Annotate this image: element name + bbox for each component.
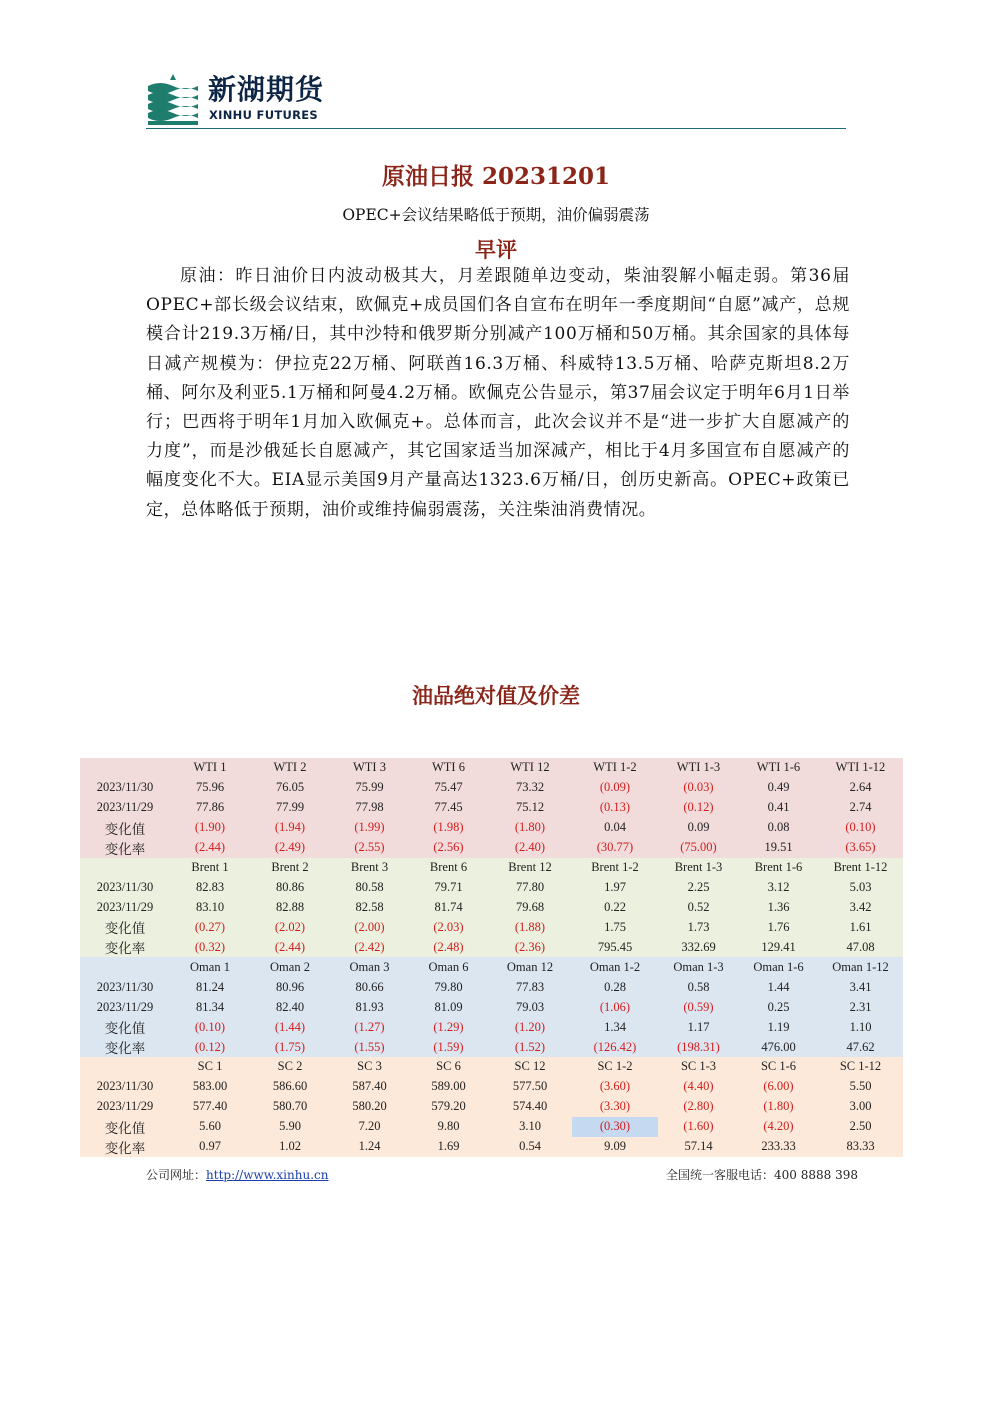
table-cell: 80.66 (330, 977, 409, 997)
row-label: 变化值 (80, 818, 170, 838)
table-cell: 1.61 (818, 917, 903, 937)
table-row (80, 798, 903, 818)
table-cell: (2.49) (250, 838, 330, 858)
table-cell: (1.98) (409, 818, 488, 838)
table-row (80, 1117, 903, 1137)
column-header: Brent 1-12 (818, 858, 903, 878)
row-label: 2023/11/29 (80, 997, 170, 1017)
table-cell: 0.97 (170, 1137, 250, 1157)
table-cell: 1.97 (572, 878, 658, 898)
table-row (80, 1077, 903, 1097)
column-header (80, 858, 170, 878)
table-cell: (1.94) (250, 818, 330, 838)
table-row (80, 818, 903, 838)
table-cell: 19.51 (739, 838, 818, 858)
table-cell: 579.20 (409, 1097, 488, 1117)
sc-header-row (80, 1057, 903, 1077)
table-cell: 75.12 (488, 798, 572, 818)
table-cell: 589.00 (409, 1077, 488, 1097)
table-heading: 油品绝对值及价差 (412, 683, 580, 708)
table-cell: 577.50 (488, 1077, 572, 1097)
table-row (80, 778, 903, 798)
table-row (80, 917, 903, 937)
table-cell: 83.33 (818, 1137, 903, 1157)
table-cell: (1.27) (330, 1017, 409, 1037)
table-cell: 1.10 (818, 1017, 903, 1037)
table-cell: (2.44) (250, 937, 330, 957)
table-cell: (3.60) (572, 1077, 658, 1097)
table-cell: (1.52) (488, 1037, 572, 1057)
table-cell: 1.73 (658, 917, 739, 937)
table-cell: (1.20) (488, 1017, 572, 1037)
table-cell: 2.31 (818, 997, 903, 1017)
table-cell: 79.80 (409, 977, 488, 997)
table-cell: (4.20) (739, 1117, 818, 1137)
column-header: Brent 1-2 (572, 858, 658, 878)
column-header: SC 1-12 (818, 1057, 903, 1077)
column-header: WTI 1-2 (572, 758, 658, 778)
table-cell: (2.48) (409, 937, 488, 957)
column-header: SC 1-3 (658, 1057, 739, 1077)
column-header: WTI 2 (250, 758, 330, 778)
table-row (80, 1037, 903, 1057)
logo-chinese-name: 新湖期货 (208, 73, 325, 106)
table-cell: 2.74 (818, 798, 903, 818)
table-cell: 1.75 (572, 917, 658, 937)
table-row (80, 878, 903, 898)
row-label: 变化率 (80, 838, 170, 858)
oman-header-row (80, 957, 903, 977)
table-cell: 3.41 (818, 977, 903, 997)
table-cell: 80.58 (330, 878, 409, 898)
table-cell: (1.88) (488, 917, 572, 937)
table-cell: 5.90 (250, 1117, 330, 1137)
column-header: Oman 1 (170, 957, 250, 977)
table-cell: 0.09 (658, 818, 739, 838)
table-cell: 5.60 (170, 1117, 250, 1137)
table-cell: 0.04 (572, 818, 658, 838)
table-cell: (2.02) (250, 917, 330, 937)
column-header: Oman 12 (488, 957, 572, 977)
table-cell: 7.20 (330, 1117, 409, 1137)
logo-english-name: XINHU FUTURES (209, 108, 319, 122)
table-cell: 77.45 (409, 798, 488, 818)
column-header (80, 957, 170, 977)
table-cell: 0.54 (488, 1137, 572, 1157)
xinhu-wave-logo-icon (146, 72, 200, 126)
table-cell: 77.83 (488, 977, 572, 997)
table-cell: 3.12 (739, 878, 818, 898)
table-cell: (0.12) (170, 1037, 250, 1057)
table-cell: (1.80) (739, 1097, 818, 1117)
table-cell: 79.68 (488, 897, 572, 917)
table-row (80, 1097, 903, 1117)
table-cell: 3.42 (818, 897, 903, 917)
comment-paragraph: 原油：昨日油价日内波动极其大，月差跟随单边变动，柴油裂解小幅走弱。第36届OPEC+部长级会议结束，欧佩克+成员国们各自宣布在明年一季度期间“自愿”减产，总规模合计219.3万桶/日，其中沙特和俄罗斯分别减产100万桶和50万桶。其余国家的具体每日减产规模为：伊拉克22万桶、阿联酋16.3万桶、科威特13.5万桶、哈萨克斯坦8.2万桶、阿尔及利亚5.1万桶和阿曼4.2万桶。欧佩克公告显示，第37届会议定于明年6月1日举行；巴西将于明年1月加入欧佩克+。总体而言，此次会议并不是“进一步扩大自愿减产的力度”，而是沙俄延长自愿减产，其它国家适当加深减产，相比于4月多国宣布自愿减产的幅度变化不大。EIA显示美国9月产量高达1323.6万桶/日，创历史新高。OPEC+政策已定，总体略低于预期，油价或维持偏弱震荡，关注柴油消费情况。 (146, 266, 850, 520)
table-cell: 77.86 (170, 798, 250, 818)
table-cell: (1.29) (409, 1017, 488, 1037)
table-cell: 2.64 (818, 778, 903, 798)
table-cell: 0.41 (739, 798, 818, 818)
table-cell: 476.00 (739, 1037, 818, 1057)
row-label: 变化率 (80, 937, 170, 957)
table-cell: (2.55) (330, 838, 409, 858)
company-logo (146, 72, 336, 126)
table-row (80, 997, 903, 1017)
report-subtitle: OPEC+会议结果略低于预期，油价偏弱震荡 (342, 206, 650, 224)
table-cell: 73.32 (488, 778, 572, 798)
table-cell: (2.80) (658, 1097, 739, 1117)
table-row (80, 937, 903, 957)
table-cell: (1.90) (170, 818, 250, 838)
table-cell: (1.99) (330, 818, 409, 838)
column-header: SC 2 (250, 1057, 330, 1077)
table-cell: (2.56) (409, 838, 488, 858)
table-cell: 75.96 (170, 778, 250, 798)
table-cell: 82.83 (170, 878, 250, 898)
table-cell: 75.99 (330, 778, 409, 798)
table-cell: (0.27) (170, 917, 250, 937)
table-cell: (0.13) (572, 798, 658, 818)
column-header: WTI 12 (488, 758, 572, 778)
table-cell: 81.24 (170, 977, 250, 997)
table-cell: 47.62 (818, 1037, 903, 1057)
row-label: 变化率 (80, 1037, 170, 1057)
table-cell: 79.71 (409, 878, 488, 898)
column-header: Oman 1-2 (572, 957, 658, 977)
column-header: SC 1 (170, 1057, 250, 1077)
oil-price-spread-table (80, 758, 903, 1157)
table-cell: 0.52 (658, 897, 739, 917)
column-header: SC 6 (409, 1057, 488, 1077)
table-cell: (0.32) (170, 937, 250, 957)
table-cell: (0.10) (818, 818, 903, 838)
table-cell: (0.30) (572, 1117, 658, 1137)
table-cell: 1.34 (572, 1017, 658, 1037)
column-header: Brent 6 (409, 858, 488, 878)
column-header: WTI 1-12 (818, 758, 903, 778)
table-cell: (198.31) (658, 1037, 739, 1057)
row-label: 2023/11/30 (80, 977, 170, 997)
table-cell: (75.00) (658, 838, 739, 858)
table-cell: 83.10 (170, 897, 250, 917)
table-cell: 75.47 (409, 778, 488, 798)
column-header: SC 1-6 (739, 1057, 818, 1077)
table-cell: (1.80) (488, 818, 572, 838)
report-title: 原油日报 20231201 (381, 163, 611, 190)
table-cell: 2.25 (658, 878, 739, 898)
row-label: 变化率 (80, 1137, 170, 1157)
table-cell: 3.10 (488, 1117, 572, 1137)
column-header: Brent 1-3 (658, 858, 739, 878)
table-cell: 82.58 (330, 897, 409, 917)
footer-website (146, 1166, 328, 1183)
row-label: 2023/11/29 (80, 1097, 170, 1117)
column-header: SC 12 (488, 1057, 572, 1077)
column-header: Brent 1-6 (739, 858, 818, 878)
table-cell: 81.74 (409, 897, 488, 917)
column-header: SC 3 (330, 1057, 409, 1077)
table-cell: (3.65) (818, 838, 903, 858)
column-header: WTI 6 (409, 758, 488, 778)
column-header: WTI 1 (170, 758, 250, 778)
table-cell: (1.59) (409, 1037, 488, 1057)
table-cell: 1.44 (739, 977, 818, 997)
row-label: 2023/11/29 (80, 798, 170, 818)
column-header: Brent 2 (250, 858, 330, 878)
column-header: Oman 1-12 (818, 957, 903, 977)
table-cell: 1.24 (330, 1137, 409, 1157)
table-cell: 577.40 (170, 1097, 250, 1117)
footer-hotline: 全国统一客服电话：400 8888 398 (666, 1168, 858, 1182)
row-label: 2023/11/30 (80, 778, 170, 798)
table-cell: (4.40) (658, 1077, 739, 1097)
table-cell: 1.19 (739, 1017, 818, 1037)
table-cell: (0.12) (658, 798, 739, 818)
table-cell: 1.69 (409, 1137, 488, 1157)
table-row (80, 977, 903, 997)
table-cell: (1.75) (250, 1037, 330, 1057)
table-cell: 57.14 (658, 1137, 739, 1157)
wti-header-row (80, 758, 903, 778)
table-cell: 47.08 (818, 937, 903, 957)
table-cell: 580.20 (330, 1097, 409, 1117)
table-cell: (126.42) (572, 1037, 658, 1057)
table-cell: 795.45 (572, 937, 658, 957)
table-cell: (6.00) (739, 1077, 818, 1097)
column-header: Oman 6 (409, 957, 488, 977)
comment-heading: 早评 (475, 237, 517, 262)
row-label: 2023/11/30 (80, 878, 170, 898)
row-label: 2023/11/29 (80, 897, 170, 917)
row-label: 变化值 (80, 1017, 170, 1037)
table-cell: 2.50 (818, 1117, 903, 1137)
column-header: Oman 2 (250, 957, 330, 977)
table-cell: 9.09 (572, 1137, 658, 1157)
table-cell: 587.40 (330, 1077, 409, 1097)
website-link[interactable]: http://www.xinhu.cn (206, 1168, 329, 1182)
website-label: 公司网址： (146, 1168, 207, 1182)
row-label: 2023/11/30 (80, 1077, 170, 1097)
table-cell: 129.41 (739, 937, 818, 957)
header-divider (146, 128, 846, 129)
table-cell: (2.36) (488, 937, 572, 957)
table-cell: 1.36 (739, 897, 818, 917)
table-cell: 81.93 (330, 997, 409, 1017)
table-cell: 79.03 (488, 997, 572, 1017)
table-cell: (2.03) (409, 917, 488, 937)
table-row (80, 897, 903, 917)
table-row (80, 1137, 903, 1157)
table-cell: 80.86 (250, 878, 330, 898)
table-cell: (2.40) (488, 838, 572, 858)
table-cell: 0.58 (658, 977, 739, 997)
table-cell: (1.60) (658, 1117, 739, 1137)
column-header: Oman 3 (330, 957, 409, 977)
table-cell: (0.10) (170, 1017, 250, 1037)
column-header: WTI 1-6 (739, 758, 818, 778)
column-header (80, 758, 170, 778)
table-cell: (2.00) (330, 917, 409, 937)
table-cell: 0.49 (739, 778, 818, 798)
table-cell: 5.50 (818, 1077, 903, 1097)
table-cell: (0.59) (658, 997, 739, 1017)
table-cell: 9.80 (409, 1117, 488, 1137)
column-header: Brent 12 (488, 858, 572, 878)
table-cell: (2.42) (330, 937, 409, 957)
table-cell: (2.44) (170, 838, 250, 858)
table-cell: 80.96 (250, 977, 330, 997)
table-cell: (3.30) (572, 1097, 658, 1117)
brent-header-row (80, 858, 903, 878)
table-row (80, 838, 903, 858)
table-cell: (0.09) (572, 778, 658, 798)
column-header: WTI 3 (330, 758, 409, 778)
table-cell: (1.55) (330, 1037, 409, 1057)
table-cell: 0.25 (739, 997, 818, 1017)
column-header (80, 1057, 170, 1077)
table-cell: 574.40 (488, 1097, 572, 1117)
table-cell: (1.44) (250, 1017, 330, 1037)
table-cell: 0.08 (739, 818, 818, 838)
table-cell: 81.34 (170, 997, 250, 1017)
column-header: WTI 1-3 (658, 758, 739, 778)
table-cell: 76.05 (250, 778, 330, 798)
table-cell: 1.17 (658, 1017, 739, 1037)
row-label: 变化值 (80, 1117, 170, 1137)
table-cell: 77.80 (488, 878, 572, 898)
table-cell: 233.33 (739, 1137, 818, 1157)
table-cell: 1.02 (250, 1137, 330, 1157)
table-cell: 583.00 (170, 1077, 250, 1097)
column-header: Brent 1 (170, 858, 250, 878)
table-cell: 81.09 (409, 997, 488, 1017)
table-cell: 0.22 (572, 897, 658, 917)
table-cell: 82.88 (250, 897, 330, 917)
table-cell: 0.28 (572, 977, 658, 997)
column-header: SC 1-2 (572, 1057, 658, 1077)
table-cell: 3.00 (818, 1097, 903, 1117)
table-cell: 580.70 (250, 1097, 330, 1117)
table-cell: 332.69 (658, 937, 739, 957)
table-cell: (0.03) (658, 778, 739, 798)
column-header: Oman 1-3 (658, 957, 739, 977)
table-cell: 77.99 (250, 798, 330, 818)
column-header: Brent 3 (330, 858, 409, 878)
table-cell: (1.06) (572, 997, 658, 1017)
table-cell: (30.77) (572, 838, 658, 858)
row-label: 变化值 (80, 917, 170, 937)
table-cell: 1.76 (739, 917, 818, 937)
table-cell: 77.98 (330, 798, 409, 818)
table-cell: 82.40 (250, 997, 330, 1017)
table-cell: 5.03 (818, 878, 903, 898)
table-row (80, 1017, 903, 1037)
column-header: Oman 1-6 (739, 957, 818, 977)
table-cell: 586.60 (250, 1077, 330, 1097)
